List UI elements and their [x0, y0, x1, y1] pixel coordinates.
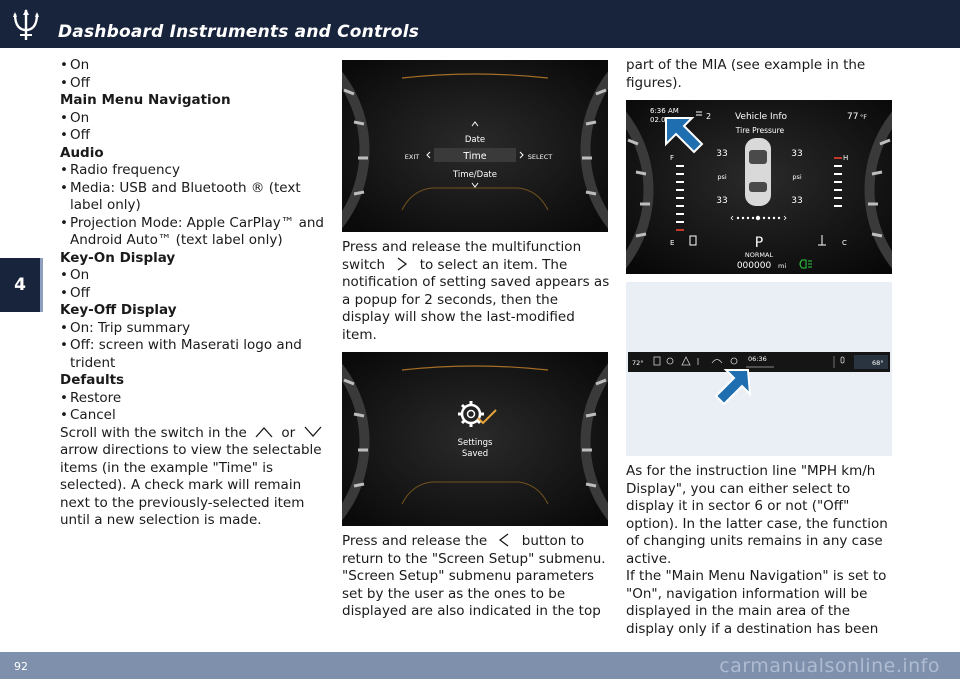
watermark: carmanualsonline.info: [719, 655, 940, 677]
column-2: [342, 239, 610, 344]
gear-indicator: P: [754, 235, 764, 251]
column-1: [60, 57, 326, 530]
menu-item-time: Time: [463, 151, 487, 162]
list-item: • On: [60, 57, 326, 75]
status-clock: 06:36: [748, 355, 767, 363]
tire-fr: 33: [791, 149, 803, 159]
tire-pressure-title: Tire Pressure: [735, 126, 785, 135]
psi-left: psi: [717, 173, 727, 181]
temp-cold-label: C: [842, 239, 847, 247]
cluster-vehicle-info-figure: [626, 100, 892, 274]
right-temp: 68°: [872, 359, 884, 367]
chapter-tab: 4: [0, 258, 40, 312]
select-label: SELECT: [527, 153, 553, 161]
page-header: [0, 0, 960, 48]
paragraph: Press and release the multifunction switch to select an item. The notification of setting saved appears as a popup for 2 seconds, then the display will show the last-modified item.: [342, 239, 610, 343]
vehicle-info-title: Vehicle Info: [734, 112, 788, 122]
gear-number: 2: [706, 112, 712, 121]
paragraph: If the "Main Menu Navigation" is set to "On", navigation information will be displayed in the main area of the display only if a destination has been: [626, 568, 887, 637]
arrow-down-icon: [300, 425, 326, 439]
saved-line-2: Saved: [461, 449, 489, 459]
list-item: • Off: [60, 285, 326, 303]
paragraph: As for the instruction line "MPH km/h Display", you can either select to display it in sector 6 or not ("Off" option). In the latter case, the function of changing units remains in any case active.: [626, 463, 888, 567]
outside-temp: 77: [847, 112, 859, 122]
arrow-up-icon: [251, 425, 277, 439]
temp-unit: °F: [860, 113, 867, 121]
clock-readout: 6:36 AM: [650, 107, 679, 115]
paragraph: "Screen Setup" submenu parameters set by the user as the ones to be displayed are also indicated in the top: [342, 568, 601, 619]
arrow-left-icon: [491, 533, 517, 547]
saved-line-1: Settings: [457, 438, 493, 448]
cluster-time-menu-figure: [342, 60, 608, 232]
paragraph: part of the MIA (see example in the figures).: [626, 57, 866, 91]
drive-mode: NORMAL: [744, 251, 774, 259]
car-top-view-icon: [745, 138, 771, 206]
odometer: 000000: [736, 261, 772, 271]
list-item: • Restore: [60, 390, 326, 408]
list-item: • Projection Mode: Apple CarPlay™ and Android Auto™ (text label only): [60, 215, 326, 250]
paragraph: Scroll with the switch in the or arrow directions to view the selectable items (in the example "Time" is selected). A check mark will remain next to the previously-selected item until a new selection is made.: [60, 425, 326, 530]
menu-item-timedate: Time/Date: [453, 170, 497, 180]
list-item: • Cancel: [60, 407, 326, 425]
list-item: • Off: [60, 127, 326, 145]
left-temp: 72°: [632, 359, 644, 367]
column-2b: [342, 533, 610, 621]
psi-right: psi: [792, 173, 802, 181]
list-item: • Radio frequency: [60, 162, 326, 180]
section-heading: Main Menu Navigation: [60, 92, 231, 108]
column-3: [626, 57, 894, 92]
section-heading: Audio: [60, 144, 104, 161]
page-footer: [0, 652, 960, 679]
temp-hot-label: H: [843, 154, 849, 162]
section-heading: Key-Off Display: [60, 302, 177, 318]
head-unit-status-bar-figure: [626, 282, 892, 456]
list-item: • On: Trip summary: [60, 320, 326, 338]
list-item: • Off: [60, 75, 326, 93]
list-item: • On: [60, 267, 326, 285]
exit-label: EXIT: [404, 153, 420, 161]
list-item: • Media: USB and Bluetooth ® (text label only): [60, 180, 326, 215]
column-3b: [626, 463, 894, 638]
page-number: 92: [14, 660, 28, 673]
date-readout: 02.0: [650, 116, 666, 124]
odometer-unit: mi: [778, 262, 787, 270]
menu-item-date: Date: [464, 135, 486, 145]
section-heading: Key-On Display: [60, 249, 176, 266]
page-title: Dashboard Instruments and Controls: [58, 22, 420, 42]
fuel-full-label: F: [670, 154, 675, 162]
list-item: • Off: screen with Maserati logo and trident: [60, 337, 326, 372]
tire-fl: 33: [716, 149, 728, 159]
list-item: • On: [60, 110, 326, 128]
fuel-empty-label: E: [670, 239, 675, 247]
arrow-right-icon: [389, 257, 415, 271]
cluster-settings-saved-figure: [342, 352, 608, 526]
tire-rl: 33: [716, 196, 728, 206]
tire-rr: 33: [791, 196, 803, 206]
section-heading: Defaults: [60, 372, 125, 388]
paragraph: Press and release the button to return to the "Screen Setup" submenu.: [342, 533, 606, 567]
maserati-trident-logo: [10, 8, 42, 42]
